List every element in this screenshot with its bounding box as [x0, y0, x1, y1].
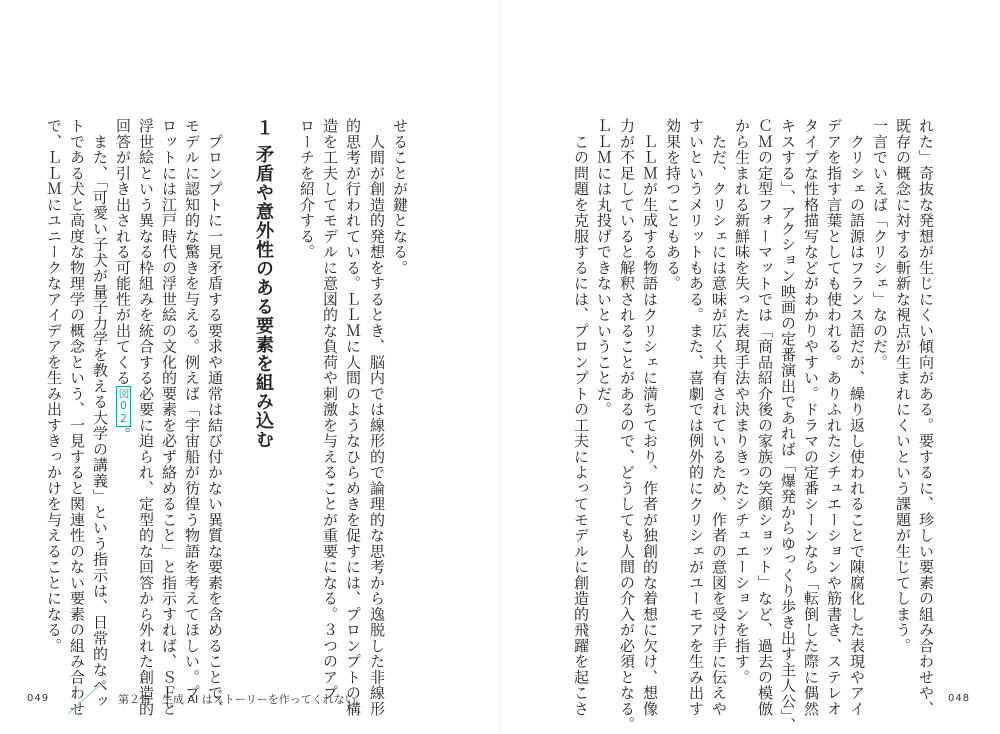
running-head: 第２章 生成 AI はストーリーを作ってくれない: [118, 693, 356, 706]
body-column: 効果を持つこともある。: [664, 118, 682, 292]
body-column: デアを指す言葉としても使われる。ありふれたシチュエーションや筋書き、ステレオ: [825, 118, 843, 717]
body-text: 。: [114, 426, 132, 443]
body-column: から生まれる新鮮味を失った表現手法や決まりきったシチュエーションを指す。: [733, 118, 751, 685]
body-column: ロットには江戸時代の浮世絵の文化的要素を必ず絡めること」と指示すれば、ＳＦと: [160, 118, 178, 717]
heading-number: １: [253, 118, 274, 137]
body-column: クリシェの語源はフランス語だが、繰り返し使われることで陳腐化した表現やアイ: [848, 118, 866, 717]
body-column: すいというメリットもある。また、喜劇では例外的にクリシェがユーモアを生み出す: [687, 118, 705, 717]
figure-reference[interactable]: 図02: [117, 387, 130, 425]
body-column: ＬＬＭが生成する物語はクリシェに満ちており、作者が独創的な着想に欠け、想像: [641, 118, 659, 717]
folio-divider-line: [68, 683, 102, 715]
body-column: プロンプトに一見矛盾する要求や通常は結び付かない異質な要素を含めることで、: [206, 118, 224, 717]
heading-text: 矛盾や意外性のある要素を組み込む: [253, 145, 274, 449]
body-column: また、「可愛い子犬が量子力学を教える大学の講義」という指示は、日常的なペッ: [91, 118, 109, 709]
body-column: れた」奇抜な発想が生じにくい傾向がある。要するに、珍しい要素の組み合わせや、: [917, 118, 935, 717]
body-column: ローチを紹介する。: [298, 118, 316, 260]
body-column: トである犬と高度な物理学の概念という、一見すると関連性のない要素の組み合わせ: [68, 118, 86, 717]
page-number: 049: [27, 693, 50, 704]
body-column: 既存の概念に対する斬新な視点が生まれにくいという課題が生じてしまう。: [894, 118, 912, 654]
right-page: [500, 0, 1000, 734]
body-column: ＣＭの定型フォーマットでは「商品紹介後の家族の笑顔ショット」など、過去の模倣: [756, 118, 774, 717]
body-column: 浮世絵という異なる枠組みを統合する必要に迫られ、定型的な回答から外れた創造的: [137, 118, 155, 717]
body-text: 回答が引き出される可能性が出てくる: [114, 118, 132, 386]
body-column: 力が不足していると解釈されることがあるので、どうしても人間の介入が必須となる。: [618, 118, 636, 733]
page-number: 048: [948, 693, 971, 704]
body-column: 人間が創造的発想をするとき、脳内では線形的で論理的な思考から逸脱した非線形: [368, 118, 386, 717]
body-column: ただ、クリシェには意味が広く共有されているため、作者の意図を受け手に伝えや: [710, 118, 728, 717]
body-column: ＬＬＭには丸投げできないということだ。: [595, 118, 613, 418]
body-column: 造を工夫してモデルに意図的な負荷や刺激を与えることが重要になる。３つのアプ: [321, 118, 339, 701]
body-column: 的思考が行われている。ＬＬＭに人間のようなひらめきを促すには、プロンプトの構: [344, 118, 362, 717]
body-column: せることが鍵となる。: [391, 118, 409, 276]
body-column: タイプな性格描写などがわかりやすい。ドラマの定番シーンなら「転倒した際に偶然: [802, 118, 820, 717]
body-column: [115, 118, 130, 443]
body-column: モデルに認知的な驚きを与える。例えば「宇宙船が彷徨う物語を考えてほしい。プ: [183, 118, 201, 701]
section-heading: [254, 118, 272, 449]
body-column: 一言でいえば「クリシェ」なのだ。: [871, 118, 889, 370]
body-column: この問題を克服するには、プロンプトの工夫によってモデルに創造的飛躍を起こさ: [572, 118, 590, 717]
body-column: キスする」、アクション映画の定番演出であれば「爆発からゆっくり歩き出す主人公」、: [779, 118, 797, 733]
body-column: で、ＬＬＭにユニークなアイデアを生み出すきっかけを与えることになる。: [45, 118, 63, 654]
